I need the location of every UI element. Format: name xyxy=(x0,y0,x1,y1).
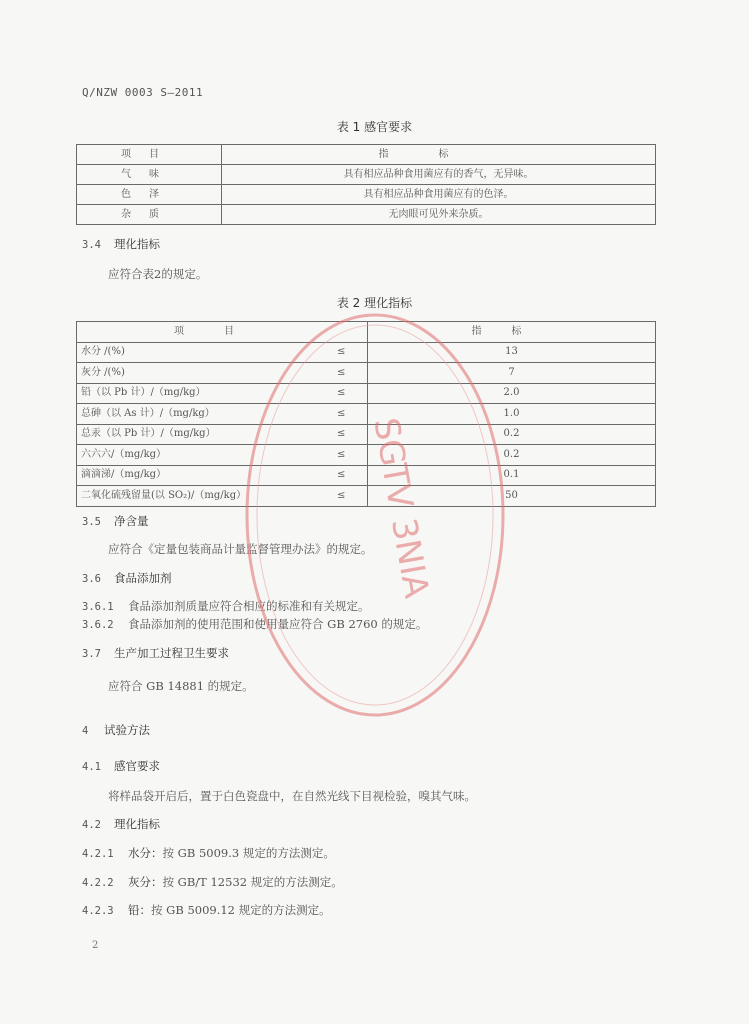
section-4-1-text: 将样品袋开启后，置于白色瓷盘中，在自然光线下目视检验，嗅其气味。 xyxy=(108,789,476,803)
clause-number: 3.6.1 xyxy=(82,601,114,613)
clause-text: 按 GB/T 12532 规定的方法测定。 xyxy=(162,875,343,889)
header-cell: 指标 xyxy=(222,145,656,165)
indicator-cell: 无肉眼可见外来杂质。 xyxy=(222,205,656,225)
standard-code: Q/NZW 0003 S—2011 xyxy=(82,86,204,99)
section-title: 感官要求 xyxy=(114,759,160,773)
clause-number: 3.6.2 xyxy=(82,619,114,631)
item-cell: 二氧化硫残留量(以 SO₂)/（mg/kg） xyxy=(77,486,336,507)
value-cell: 7 xyxy=(368,363,656,384)
stamp-inner-ring xyxy=(257,325,493,705)
item-cell: 总砷（以 As 计）/（mg/kg） xyxy=(77,404,336,425)
clause-label: 铅： xyxy=(128,903,151,917)
section-3-4-text: 应符合表2的规定。 xyxy=(108,267,208,281)
section-number: 3.5 xyxy=(82,516,101,528)
value-cell: 1.0 xyxy=(368,404,656,425)
section-title: 理化指标 xyxy=(114,237,160,251)
section-3-5-heading xyxy=(82,513,149,529)
clause-4-2-1 xyxy=(82,845,335,861)
section-3-7-heading xyxy=(82,645,229,661)
operator-cell: ≤ xyxy=(335,404,368,425)
section-number: 4 xyxy=(82,725,89,737)
section-title: 食品添加剂 xyxy=(114,571,172,585)
clause-text: 按 GB 5009.3 规定的方法测定。 xyxy=(162,846,335,860)
section-4-1-heading xyxy=(82,758,160,774)
clause-label: 水分： xyxy=(128,846,163,860)
item-cell: 滴滴涕/（mg/kg） xyxy=(77,465,336,486)
table-header-row xyxy=(77,145,656,165)
value-cell: 50 xyxy=(368,486,656,507)
page-number: 2 xyxy=(92,940,99,951)
section-number: 4.2 xyxy=(82,819,101,831)
clause-text: 食品添加剂质量应符合相应的标准和有关规定。 xyxy=(128,599,370,613)
operator-cell: ≤ xyxy=(335,424,368,445)
operator-cell: ≤ xyxy=(335,383,368,404)
item-cell: 六六六/（mg/kg） xyxy=(77,445,336,466)
item-cell: 色泽 xyxy=(77,185,222,205)
clause-text: 按 GB 5009.12 规定的方法测定。 xyxy=(151,903,331,917)
section-4-heading xyxy=(82,722,150,738)
section-3-4-heading xyxy=(82,236,160,252)
operator-cell: ≤ xyxy=(335,465,368,486)
indicator-cell: 具有相应品种食用菌应有的色泽。 xyxy=(222,185,656,205)
sensory-requirements-table xyxy=(76,144,656,225)
indicator-cell: 具有相应品种食用菌应有的香气，无异味。 xyxy=(222,165,656,185)
clause-number: 4.2.1 xyxy=(82,848,114,860)
section-number: 3.6 xyxy=(82,573,101,585)
operator-cell: ≤ xyxy=(335,486,368,507)
section-4-2-heading xyxy=(82,816,160,832)
value-cell: 2.0 xyxy=(368,383,656,404)
section-title: 生产加工过程卫生要求 xyxy=(114,646,229,660)
operator-cell: ≤ xyxy=(335,342,368,363)
stamp-outer-ring xyxy=(247,315,503,715)
section-number: 3.7 xyxy=(82,648,101,660)
header-cell: 项目 xyxy=(77,145,222,165)
clause-text: 食品添加剂的使用范围和使用量应符合 GB 2760 的规定。 xyxy=(128,617,428,631)
table-row xyxy=(77,205,656,225)
section-3-7-text: 应符合 GB 14881 的规定。 xyxy=(108,679,254,693)
operator-cell: ≤ xyxy=(335,445,368,466)
item-cell: 总汞（以 Pb 计）/（mg/kg） xyxy=(77,424,336,445)
section-title: 净含量 xyxy=(114,514,149,528)
table1-caption: 表 1 感官要求 xyxy=(336,120,413,134)
stamp-text: SGTV 3NIA xyxy=(365,415,437,602)
table-row xyxy=(77,185,656,205)
section-number: 3.4 xyxy=(82,239,101,251)
section-3-5-text: 应符合《定量包装商品计量监督管理办法》的规定。 xyxy=(108,542,373,556)
item-cell: 铅（以 Pb 计）/（mg/kg） xyxy=(77,383,336,404)
header-cell: 指标 xyxy=(368,322,656,343)
item-cell: 杂质 xyxy=(77,205,222,225)
clause-label: 灰分： xyxy=(128,875,163,889)
item-cell: 气味 xyxy=(77,165,222,185)
clause-4-2-3 xyxy=(82,902,331,918)
value-cell: 13 xyxy=(368,342,656,363)
value-cell: 0.1 xyxy=(368,465,656,486)
item-cell: 灰分 /(%) xyxy=(77,363,336,384)
clause-number: 4.2.3 xyxy=(82,905,114,917)
item-cell: 水分 /(%) xyxy=(77,342,336,363)
operator-cell: ≤ xyxy=(335,363,368,384)
clause-4-2-2 xyxy=(82,874,343,890)
value-cell: 0.2 xyxy=(368,445,656,466)
header-cell: 项目 xyxy=(77,322,368,343)
section-number: 4.1 xyxy=(82,761,101,773)
company-seal-stamp xyxy=(240,310,510,730)
section-3-6-heading xyxy=(82,570,172,586)
table2-caption: 表 2 理化指标 xyxy=(336,296,413,310)
value-cell: 0.2 xyxy=(368,424,656,445)
section-title: 理化指标 xyxy=(114,817,160,831)
table-row xyxy=(77,165,656,185)
section-title: 试验方法 xyxy=(104,723,150,737)
clause-number: 4.2.2 xyxy=(82,877,114,889)
